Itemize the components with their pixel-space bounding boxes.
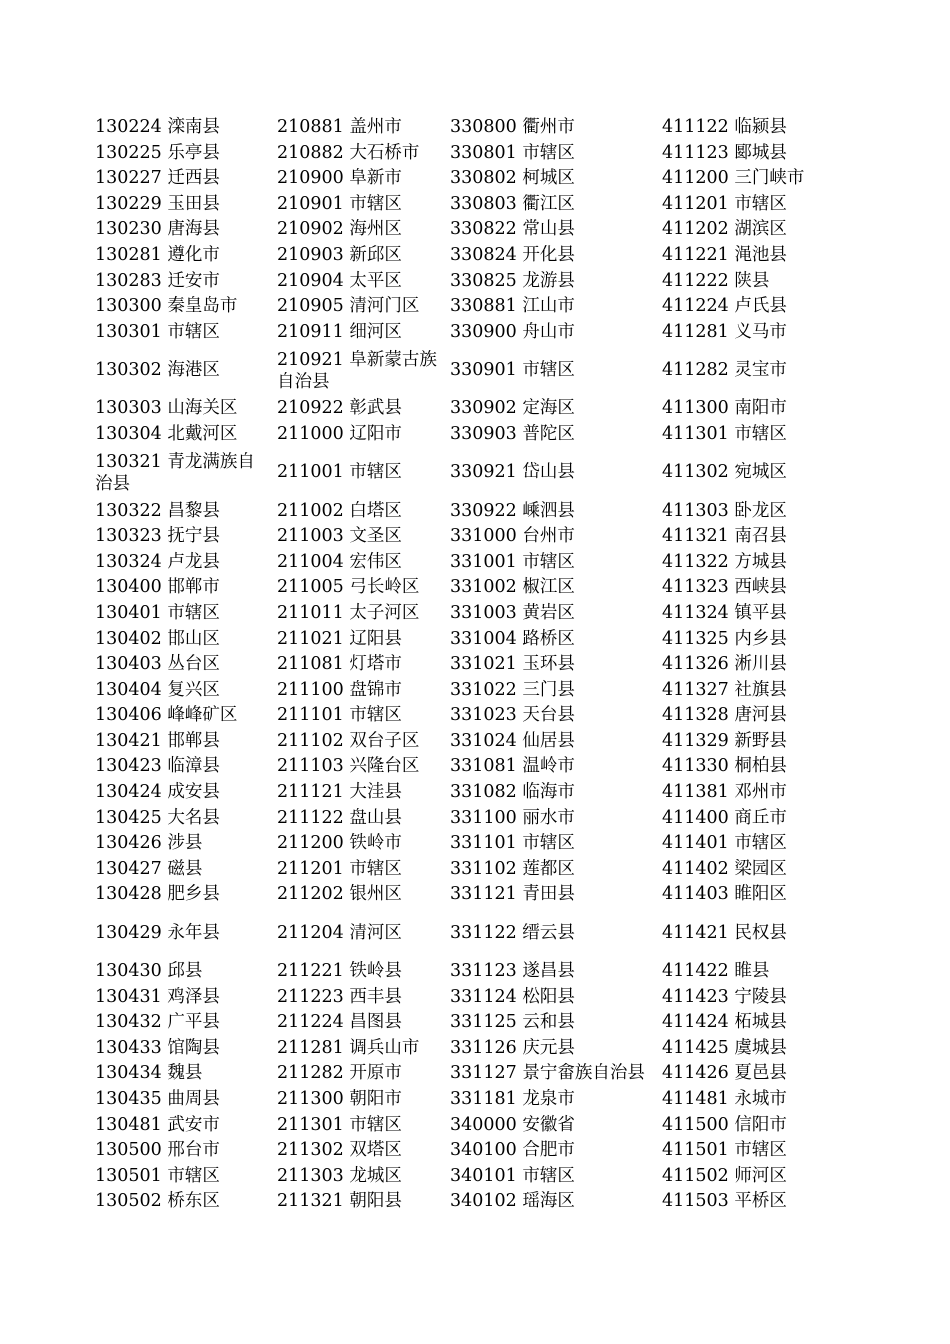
table-cell: 211011 太子河区	[277, 602, 420, 623]
table-cell: 411303 卧龙区	[662, 500, 787, 521]
table-row	[90, 1138, 850, 1164]
table-cell: 211000 辽阳市	[277, 423, 402, 444]
table-cell: 130304 北戴河区	[95, 423, 238, 444]
region-code-table	[90, 115, 850, 1215]
table-cell: 411426 夏邑县	[662, 1063, 787, 1084]
table-cell: 331082 临海市	[450, 782, 575, 803]
table-cell: 411424 柘城县	[662, 1012, 787, 1033]
table-cell: 211303 龙城区	[277, 1165, 402, 1186]
table-cell: 130481 武安市	[95, 1114, 220, 1135]
table-cell: 211001 市辖区	[277, 462, 402, 483]
table-cell: 130427 磁县	[95, 858, 203, 879]
table-cell: 211204 清河区	[277, 922, 402, 943]
table-row	[90, 601, 850, 627]
table-row	[90, 1087, 850, 1113]
table-cell: 411381 邓州市	[662, 782, 787, 803]
table-cell: 130224 滦南县	[95, 117, 220, 137]
table-cell: 411301 市辖区	[662, 423, 787, 444]
table-cell: 411322 方城县	[662, 551, 787, 572]
table-cell: 210911 细河区	[277, 321, 402, 342]
table-row	[90, 1010, 850, 1036]
table-cell: 331002 椒江区	[450, 577, 575, 598]
table-cell: 210904 太平区	[277, 270, 402, 291]
table-cell: 130400 邯郸市	[95, 577, 220, 598]
table-cell: 331003 黄岩区	[450, 602, 575, 623]
table-row	[90, 678, 850, 704]
table-row	[90, 627, 850, 653]
table-cell: 411202 湖滨区	[662, 219, 787, 240]
table-row	[90, 269, 850, 295]
table-cell: 411422 睢县	[662, 961, 770, 982]
table-cell: 331000 台州市	[450, 526, 575, 547]
table-cell: 411425 虞城县	[662, 1037, 787, 1058]
table-cell: 411400 商丘市	[662, 807, 787, 828]
table-cell: 130321 青龙满族自治县	[95, 452, 255, 495]
table-cell: 340000 安徽省	[450, 1114, 575, 1135]
table-cell: 130425 大名县	[95, 807, 220, 828]
table-cell: 411326 淅川县	[662, 654, 787, 675]
table-cell: 411501 市辖区	[662, 1140, 787, 1161]
table-cell: 211300 朝阳市	[277, 1089, 402, 1109]
table-cell: 211102 双台子区	[277, 730, 420, 751]
table-cell: 331022 三门县	[450, 679, 575, 700]
table-cell: 211221 铁岭县	[277, 961, 402, 982]
table-cell: 130433 馆陶县	[95, 1037, 220, 1058]
table-row	[90, 166, 850, 192]
table-cell: 411201 市辖区	[662, 193, 787, 214]
table-row	[90, 1113, 850, 1139]
table-cell: 330921 岱山县	[450, 462, 575, 483]
table-row	[90, 1036, 850, 1062]
table-row	[90, 780, 850, 806]
table-row	[90, 575, 850, 601]
table-cell: 130421 邯郸县	[95, 730, 220, 751]
table-cell: 411323 西峡县	[662, 577, 787, 598]
table-row	[90, 985, 850, 1011]
table-row	[90, 882, 850, 908]
table-cell: 411327 社旗县	[662, 679, 787, 700]
table-cell: 130404 复兴区	[95, 679, 220, 700]
table-cell: 210881 盖州市	[277, 117, 402, 137]
table-cell: 411402 梁园区	[662, 858, 787, 879]
table-cell: 331081 温岭市	[450, 756, 575, 777]
table-cell: 130406 峰峰矿区	[95, 705, 238, 726]
table-body	[90, 115, 850, 1215]
table-cell: 130429 永年县	[95, 922, 220, 943]
table-cell: 411423 宁陵县	[662, 986, 787, 1007]
table-cell: 340100 合肥市	[450, 1140, 575, 1161]
table-cell: 130402 邯山区	[95, 628, 220, 649]
table-cell: 211282 开原市	[277, 1063, 402, 1084]
table-cell: 331024 仙居县	[450, 730, 575, 751]
table-cell: 411500 信阳市	[662, 1114, 787, 1135]
table-cell: 130502 桥东区	[95, 1191, 220, 1212]
table-cell: 130323 抚宁县	[95, 526, 220, 547]
table-cell: 330881 江山市	[450, 296, 575, 317]
table-cell: 130303 山海关区	[95, 398, 238, 419]
table-cell: 331122 缙云县	[450, 922, 575, 943]
table-cell: 411200 三门峡市	[662, 168, 805, 189]
table-row	[90, 422, 850, 448]
table-row	[90, 192, 850, 218]
table-cell: 211121 大洼县	[277, 782, 402, 803]
table-cell: 130428 肥乡县	[95, 884, 220, 905]
table-cell: 330903 普陀区	[450, 423, 575, 444]
table-cell: 211223 西丰县	[277, 986, 402, 1007]
table-cell: 211100 盘锦市	[277, 679, 402, 700]
table-cell: 210903 新邱区	[277, 244, 402, 265]
table-cell: 411300 南阳市	[662, 398, 787, 419]
table-cell: 211122 盘山县	[277, 807, 402, 828]
table-cell: 330802 柯城区	[450, 168, 575, 189]
table-row	[90, 806, 850, 832]
table-cell: 331126 庆元县	[450, 1037, 575, 1058]
table-cell: 210902 海州区	[277, 219, 402, 240]
table-cell: 210900 阜新市	[277, 168, 402, 189]
table-cell: 411324 镇平县	[662, 602, 787, 623]
table-cell: 411503 平桥区	[662, 1191, 787, 1212]
table-cell: 330901 市辖区	[450, 360, 575, 381]
table-cell: 331125 云和县	[450, 1012, 575, 1033]
table-cell: 210921 阜新蒙古族自治县	[277, 349, 437, 392]
table-cell: 411330 桐柏县	[662, 756, 787, 777]
table-cell: 130500 邢台市	[95, 1140, 220, 1161]
table-cell: 330902 定海区	[450, 398, 575, 419]
table-cell: 130281 遵化市	[95, 244, 220, 265]
table-cell: 130435 曲周县	[95, 1089, 220, 1109]
table-cell: 130324 卢龙县	[95, 551, 220, 572]
table-cell: 211103 兴隆台区	[277, 756, 420, 777]
table-cell: 211321 朝阳县	[277, 1191, 402, 1212]
table-cell: 130227 迁西县	[95, 168, 220, 189]
table-row	[90, 959, 850, 985]
table-cell: 411403 睢阳区	[662, 884, 787, 905]
table-cell: 130432 广平县	[95, 1012, 220, 1033]
table-cell: 130424 成安县	[95, 782, 220, 803]
table-cell: 331127 景宁畲族自治县	[450, 1063, 645, 1084]
table-cell: 211201 市辖区	[277, 858, 402, 879]
table-cell: 331102 莲都区	[450, 858, 575, 879]
table-cell: 411421 民权县	[662, 922, 787, 943]
table-cell: 411282 灵宝市	[662, 360, 787, 381]
table-row	[90, 396, 850, 422]
table-row	[90, 499, 850, 525]
table-row	[90, 729, 850, 755]
table-cell: 330825 龙游县	[450, 270, 575, 291]
table-cell: 411325 内乡县	[662, 628, 787, 649]
table-cell: 130401 市辖区	[95, 602, 220, 623]
table-cell: 411222 陕县	[662, 270, 770, 291]
table-cell: 331123 遂昌县	[450, 961, 575, 982]
table-cell: 330803 衢江区	[450, 193, 575, 214]
table-row	[90, 831, 850, 857]
table-row	[90, 243, 850, 269]
table-cell: 340101 市辖区	[450, 1165, 575, 1186]
table-cell: 130230 唐海县	[95, 219, 220, 240]
table-cell: 210922 彰武县	[277, 398, 402, 419]
table-row	[90, 908, 850, 959]
table-cell: 211281 调兵山市	[277, 1037, 420, 1058]
table-cell: 331021 玉环县	[450, 654, 575, 675]
table-cell: 130301 市辖区	[95, 321, 220, 342]
table-cell: 130229 玉田县	[95, 193, 220, 214]
table-row	[90, 115, 850, 141]
table-cell: 210901 市辖区	[277, 193, 402, 214]
table-row	[90, 141, 850, 167]
table-cell: 130430 邱县	[95, 961, 203, 982]
table-cell: 211021 辽阳县	[277, 628, 402, 649]
table-row	[90, 1061, 850, 1087]
table-row	[90, 217, 850, 243]
table-row	[90, 703, 850, 729]
table-cell: 130225 乐亭县	[95, 142, 220, 163]
table-cell: 130403 丛台区	[95, 654, 220, 675]
table-cell: 130434 魏县	[95, 1063, 203, 1084]
table-cell: 211081 灯塔市	[277, 654, 402, 675]
table-cell: 330800 衢州市	[450, 117, 575, 137]
table-cell: 130302 海港区	[95, 360, 220, 381]
table-row	[90, 524, 850, 550]
table-cell: 411302 宛城区	[662, 462, 787, 483]
table-row	[90, 448, 850, 499]
table-cell: 411401 市辖区	[662, 833, 787, 854]
table-cell: 211301 市辖区	[277, 1114, 402, 1135]
table-cell: 411122 临颍县	[662, 117, 787, 137]
table-cell: 211005 弓长岭区	[277, 577, 420, 598]
table-cell: 331004 路桥区	[450, 628, 575, 649]
table-cell: 211101 市辖区	[277, 705, 402, 726]
table-cell: 130426 涉县	[95, 833, 203, 854]
table-cell: 411123 郾城县	[662, 142, 787, 163]
table-cell: 130322 昌黎县	[95, 500, 220, 521]
table-cell: 331181 龙泉市	[450, 1089, 575, 1109]
table-cell: 211002 白塔区	[277, 500, 402, 521]
table-cell: 211224 昌图县	[277, 1012, 402, 1033]
table-cell: 211003 文圣区	[277, 526, 402, 547]
table-row	[90, 1189, 850, 1215]
table-cell: 411221 渑池县	[662, 244, 787, 265]
table-cell: 130300 秦皇岛市	[95, 296, 238, 317]
table-cell: 340102 瑶海区	[450, 1191, 575, 1212]
table-cell: 130431 鸡泽县	[95, 986, 220, 1007]
table-row	[90, 652, 850, 678]
table-cell: 211302 双塔区	[277, 1140, 402, 1161]
table-cell: 330822 常山县	[450, 219, 575, 240]
table-cell: 331001 市辖区	[450, 551, 575, 572]
table-cell: 331101 市辖区	[450, 833, 575, 854]
table-cell: 331023 天台县	[450, 705, 575, 726]
table-cell: 210905 清河门区	[277, 296, 420, 317]
table-cell: 411502 师河区	[662, 1165, 787, 1186]
table-cell: 130423 临漳县	[95, 756, 220, 777]
table-row	[90, 754, 850, 780]
table-cell: 411481 永城市	[662, 1089, 787, 1109]
table-row	[90, 1164, 850, 1190]
table-row	[90, 294, 850, 320]
table-cell: 211200 铁岭市	[277, 833, 402, 854]
table-row	[90, 857, 850, 883]
table-cell: 330922 嵊泗县	[450, 500, 575, 521]
table-cell: 210882 大石桥市	[277, 142, 420, 163]
table-cell: 331100 丽水市	[450, 807, 575, 828]
table-cell: 411328 唐河县	[662, 705, 787, 726]
table-row	[90, 320, 850, 346]
table-cell: 330900 舟山市	[450, 321, 575, 342]
table-cell: 331124 松阳县	[450, 986, 575, 1007]
table-cell: 331121 青田县	[450, 884, 575, 905]
table-cell: 130501 市辖区	[95, 1165, 220, 1186]
table-cell: 411224 卢氏县	[662, 296, 787, 317]
table-cell: 411281 义马市	[662, 321, 787, 342]
table-cell: 330801 市辖区	[450, 142, 575, 163]
table-cell: 130283 迁安市	[95, 270, 220, 291]
table-row	[90, 550, 850, 576]
table-cell: 330824 开化县	[450, 244, 575, 265]
table-cell: 211004 宏伟区	[277, 551, 402, 572]
table-cell: 411321 南召县	[662, 526, 787, 547]
table-row	[90, 345, 850, 396]
table-cell: 411329 新野县	[662, 730, 787, 751]
table-cell: 211202 银州区	[277, 884, 402, 905]
